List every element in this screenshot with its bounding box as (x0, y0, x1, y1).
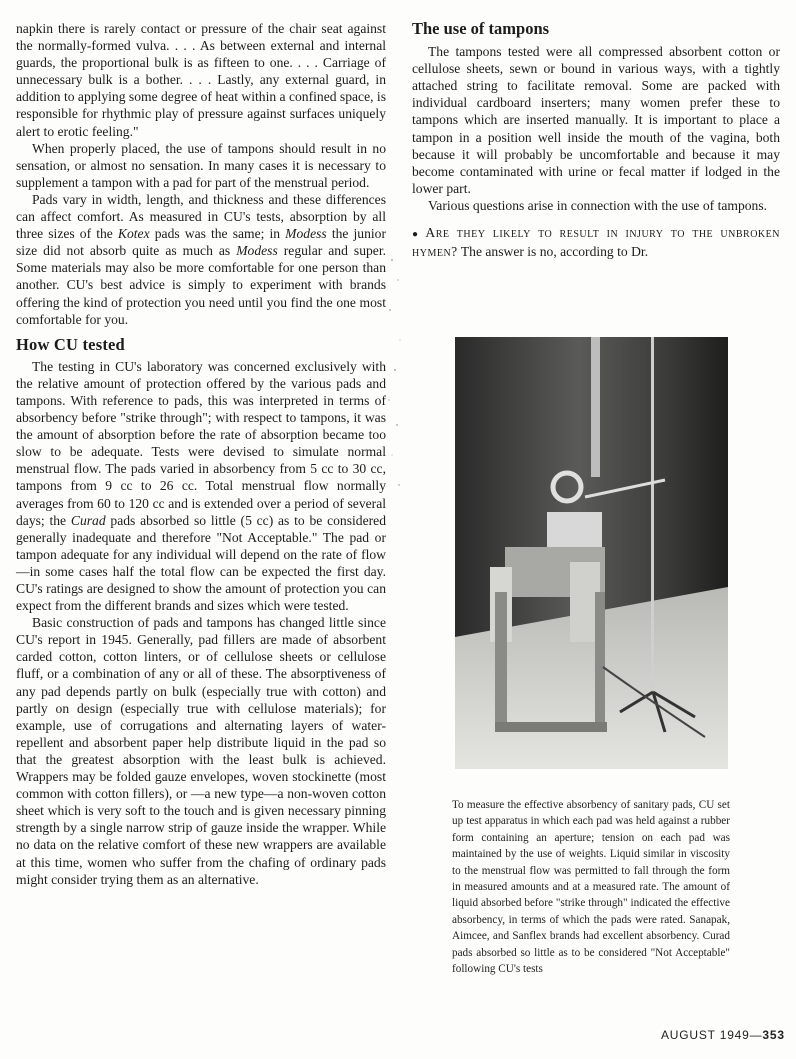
brand-curad: Curad (70, 512, 106, 528)
testing-text-1: The testing in CU's laboratory was concerned exclusively with the relative amount of protection offered by the various pads and tampons. With reference to pads, this was interpreted in terms of absorbency before "strike through"; with respect to tampons, it was the amount of absorption before the rate of absorption became too slow to be adequate. Tests were devised to simulate normal menstrual flow. The pads varied in absorbency from 5 cc to 30 cc, tampons from 9 cc to 26 cc. Total menstrual flow normally averages from 60 to 120 cc and is extended over a period of several days; the (16, 358, 386, 528)
right-column (412, 20, 780, 260)
paragraph-construction: Basic construction of pads and tampons has changed little since CU's report in 1945. Generally, pad fillers are made of absorbent carded cotton, cotton linters, or of cellulose sheets or cellulose fluff, or a combination of any or all of these. The absorptiveness of any pad depends partly on bulk (especially true with cotton) and partly on design (especially true with cellulose materials); for example, use of corrugations and alternating layers of water-repellent and absorbent paper help distribute liquid in the pad so that the greatest absorption with the least bulk is achieved. Wrappers may be folded gauze envelopes, woven stockinette (most common with cotton fillers), or —a new type—a non-woven cotton sheet which is very soft to the touch and is given necessary pinning strength by a single narrow strip of gauze inside the wrapper. While no data on the relative comfort of these new wrappers are available at this time, women who suffer from the chafing of ordinary pads might consider trying them as an alternative. (16, 615, 386, 887)
print-specks (386, 250, 406, 510)
heading-use-of-tampons: The use of tampons (412, 19, 550, 38)
page-number: 353 (762, 1028, 785, 1042)
pads-text-1: Pads vary in width, length, and thickness and these differences can affect comfort. As measured in CU's tests, absorption by all three sizes of the (16, 191, 386, 242)
left-column (16, 20, 386, 888)
pads-text-4: regular and super. Some materials may also be more comfortable for one person than another. CU's best advice is simply to experiment with brands offering the kind of protection you need until you find the one most comfortable for you. (16, 243, 386, 327)
testing-text-2: pads absorbed so little (5 cc) as to be considered generally inadequate and therefore "Not Acceptable." The pad or tampon adequate for any individual will depend on the rate of flow—in some cases half the total flow can be expected the first day. CU's ratings are designed to show the amount of protection you can expect from the different brands and sizes which were tested. (16, 512, 386, 614)
paragraph-tampons: The tampons tested were all compressed absorbent cotton or cellulose sheets, sewn or bound in various ways, with a tightly attached string to facilitate removal. Some are packed with individual cardboard inserters; many women prefer these to tampons which are inserted manually. It is important to place a tampon in a position well inside the mouth of the vagina, both because it will probably be uncomfortable and because it may become contaminated with urine or fecal matter if lodged in the lower part. (412, 44, 780, 196)
paragraph-pad-sizes (16, 191, 386, 328)
photo-caption (452, 797, 730, 977)
test-apparatus-photo (455, 337, 728, 769)
pads-text-2: pads was the same; in (149, 226, 286, 242)
question-hymen (412, 224, 780, 260)
paragraph-proper-placement: When properly placed, the use of tampons should result in no sensation, or almost no sensation. In many cases it is necessary to supplement a tampon with a pad for part of the menstrual period. (16, 140, 386, 190)
paragraph-continued: napkin there is rarely contact or pressure of the chair seat against the normally-formed vulva. . . . As between external and internal guards, the proportional bulk is as fifteen to one. . . . Carriage of unnecessary bulk is a bother. . . . Lastly, any external guard, in addition to applying some degree of heat within a confined space, is responsible for rhythmic play of pressure against surfaces uniquely alert to erotic feeling." (16, 21, 386, 139)
question-caps: Are they likely to result in injury to the unbroken hymen? (412, 225, 780, 260)
brand-modess: Modess (236, 243, 278, 259)
caption-text: To measure the effective absorbency of sanitary pads, CU set up test apparatus in which each pad was held against a rubber form containing an aperture; tension on each pad was maintained by the use of weights. Liquid similar in viscosity to the menstrual flow was permitted to fall through the form in measured amounts and at a measured rate. The amount of liquid absorbed before "strike through" indicated the effective absorbency, in terms of which the pads were rated. Sanapak, Aimcee, and Sanflex brands had excellent absorbency. Curad pads absorbed so little as to be considered "Not Acceptable" following CU's tests (452, 799, 730, 976)
paragraph-testing (16, 358, 386, 614)
paragraph-questions: Various questions arise in connection with the use of tampons. (428, 197, 768, 213)
brand-modess: Modess (285, 226, 327, 242)
pads-text-3: the junior size did not absorb quite as much as (16, 226, 386, 259)
page-footer (661, 1028, 785, 1042)
brand-kotex: Kotex (117, 226, 150, 242)
heading-how-cu-tested: How CU tested (16, 334, 125, 354)
footer-date: AUGUST 1949— (661, 1028, 763, 1042)
bullet-icon: ● (412, 229, 422, 241)
question-answer: The answer is no, according to Dr. (457, 244, 649, 260)
